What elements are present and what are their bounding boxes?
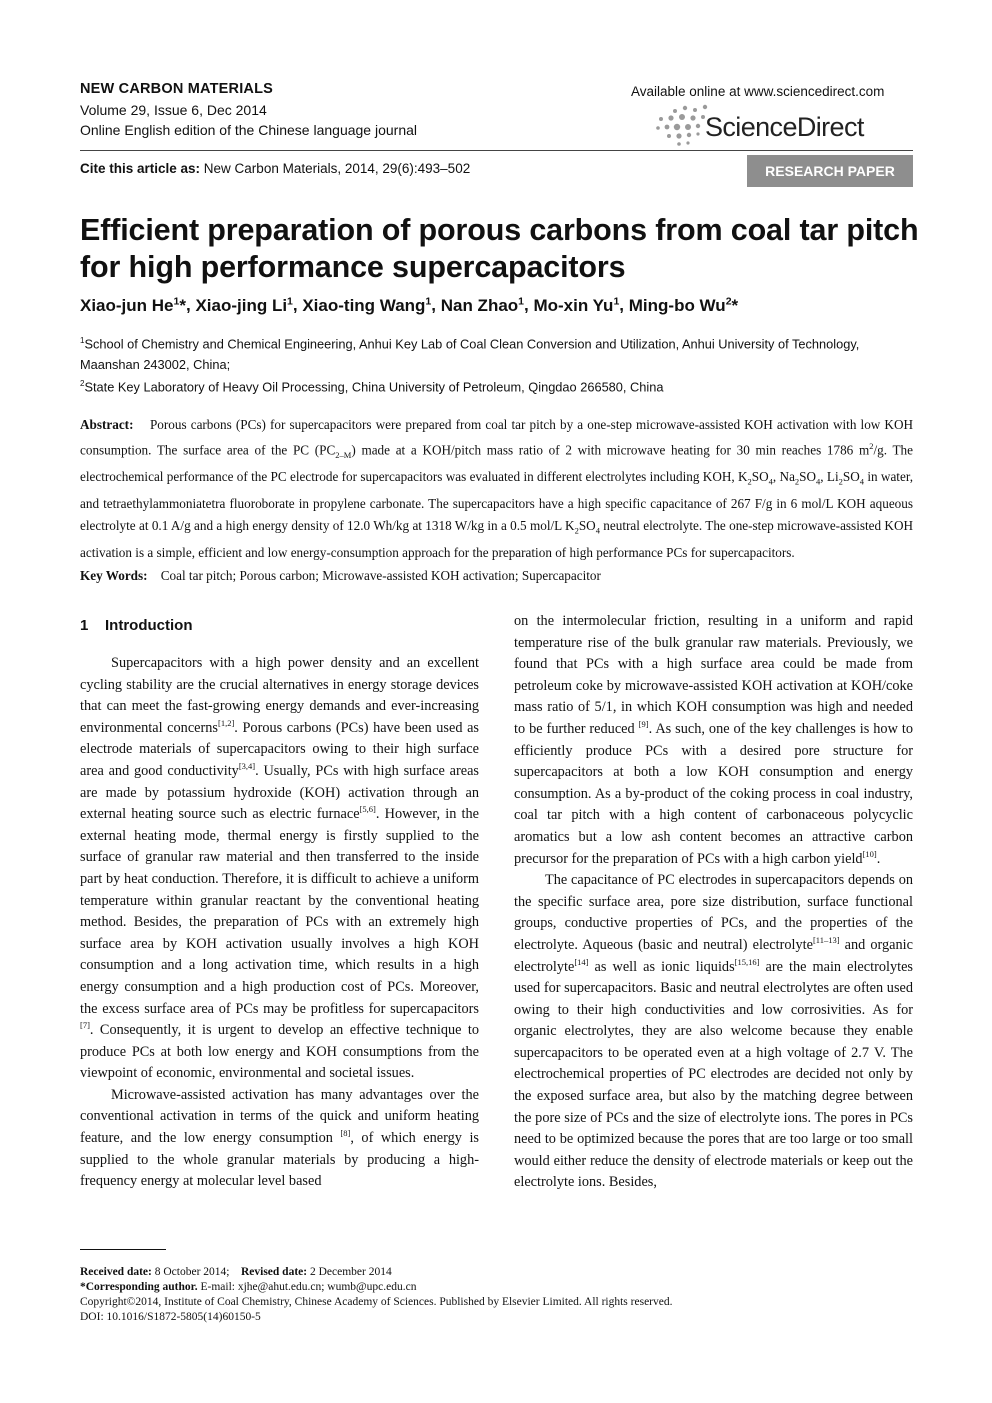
author-list: Xiao-jun He$^1$*, Xiao-jing Li$^1$, Xiao-ting Wang$^1$, Nan Zhao$^1$, Mo-xin Yu$^1$, Ming-bo Wu$^2$* bbox=[80, 295, 739, 315]
footnote-corresponding: *Corresponding author. E-mail: xjhe@ahut.edu.cn; wumb@upc.edu.cn bbox=[80, 1281, 417, 1293]
author: Xiao-jing Li$^1$ bbox=[195, 295, 293, 315]
author: Nan Zhao$^1$ bbox=[440, 295, 525, 315]
journal-edition: Online English edition of the Chinese language journal bbox=[80, 122, 418, 138]
abstract-label: Abstract: bbox=[80, 417, 134, 432]
keywords: Key Words: Coal tar pitch; Porous carbon; Microwave-assisted KOH activation; Supercapacitor bbox=[80, 568, 601, 583]
body-column-right bbox=[514, 611, 913, 1194]
body-column-left bbox=[80, 653, 479, 1193]
affiliation-1: $^1$School of Chemistry and Chemical Engineering, Anhui Key Lab of Coal Clean Conversion and Utilization, Anhui University of Technology, Maanshan 243002, China; bbox=[80, 336, 860, 373]
footnote-dates: Received date: 8 October 2014; Revised date: 2 December 2014 bbox=[80, 1266, 392, 1278]
paragraph: Microwave-assisted activation has many advantages over the conventional activation in terms of the quick and uniform heating feature, and the low energy consumption [8], of which energy is supplied to the whole granular materials by producing a high-frequency energy at molecular level based bbox=[80, 1086, 479, 1190]
paragraph: Supercapacitors with a high power density and an excellent cycling stability are the crucial alternatives in energy storage devices that can meet the fast-growing energy demands and ever-increasing environmental concerns[1,2]. Porous carbons (PCs) have been used as electrode materials of supercapacitors owing to their high surface area and good conductivity[3,4]. Usually, PCs with high surface areas are made by potassium hydroxide (KOH) activation through an external heating source such as electric furnace[5,6]. However, in the external heating mode, thermal energy is firstly supplied to the surface of granular raw material and then transferred to the inside part by heat conduction. Therefore, it is difficult to achieve a uniform temperature within granular reactant by the conventional heating method. Besides, the preparation of PCs with an extremely high surface area by KOH activation usually involves a high KOH consumption and a long activation time, which results in a high energy consumption and a high production cost of PCs. Moreover, the excess surface area of PCs may be profitless for supercapacitors [7]. Consequently, it is urgent to develop an effective technique to produce PCs at both low energy and KOH consumptions from the viewpoint of economic, environmental and societal issues. bbox=[80, 655, 479, 1082]
journal-volume: Volume 29, Issue 6, Dec 2014 bbox=[80, 102, 267, 118]
affiliation-2: $^2$State Key Laboratory of Heavy Oil Processing, China University of Petroleum, Qingdao 266580, China bbox=[80, 379, 664, 395]
citation-label: Cite this article as: bbox=[80, 161, 201, 176]
author: Ming-bo Wu$^2$* bbox=[628, 295, 739, 315]
abstract: Abstract: Porous carbons (PCs) for supercapacitors were prepared from coal tar pitch by a one-step microwave-assisted KOH activation with low KOH consumption. The surface area of the PC $(PC_{2-M})$ made at a KOH/pitch mass ratio of 2 with microwave heating for 30 min reaches 1786 $m^2/g$. The electrochemical performance of the PC electrode for supercapacitors was evaluated in different electrolytes including KOH, $K_2SO_4$, $Na_2SO_4$, $Li_2SO_4$ in water, and tetraethylammoniatetra fluoroborate in propylene carbonate. The supercapacitors have a high specific capacitance of 267 F/g in 6 mol/L KOH aqueous electrolyte at 0.1 A/g and a high energy density of 12.0 Wh/kg at 1318 W/kg in a 0.5 mol/L $K_2SO_4$ neutral electrolyte. The one-step microwave-assisted KOH activation is a simple, efficient and low energy-consumption approach for the preparation of high performance PCs for supercapacitors. bbox=[80, 417, 914, 561]
header-divider bbox=[80, 150, 913, 151]
article-title: Efficient preparation of porous carbons from coal tar pitch for high performance supercapacitors bbox=[80, 213, 919, 284]
citation-line bbox=[80, 161, 470, 176]
footnote-doi[interactable]: DOI: 10.1016/S1872-5805(14)60150-5 bbox=[80, 1311, 261, 1323]
section-heading: 1 Introduction bbox=[80, 617, 193, 634]
author: Xiao-ting Wang$^1$ bbox=[302, 295, 432, 315]
paragraph: on the intermolecular friction, resulting in a uniform and rapid temperature rise of the bulk granular raw materials. Previously, we found that PCs with a high surface area could be made from petroleum coke by microwave-assisted KOH activation at KOH/coke mass ratio of 5/1, in which KOH consumption was high and needed to be further reduced [9]. As such, one of the key challenges is how to efficiently produce PCs with a desired pore structure for supercapacitors at both a low KOH consumption and energy consumption. As a by-product of the coking process in coal industry, coal tar pitch with a high content of carbonaceous polycyclic aromatics but a low ash content becomes an attractive carbon precursor for the preparation of PCs with a high carbon yield[10]. bbox=[514, 613, 913, 867]
footnote-copyright: Copyright©2014, Institute of Coal Chemistry, Chinese Academy of Sciences. Published by Elsevier Limited. All rights reserved. bbox=[80, 1296, 673, 1308]
journal-name: NEW CARBON MATERIALS bbox=[80, 81, 274, 97]
author: Mo-xin Yu$^1$ bbox=[533, 295, 620, 315]
sciencedirect-logo-text: ScienceDirect bbox=[705, 112, 864, 142]
research-paper-badge: RESEARCH PAPER bbox=[747, 155, 913, 187]
keywords-label: Key Words: bbox=[80, 568, 148, 583]
author: Xiao-jun He$^1$* bbox=[80, 295, 186, 315]
citation-text: New Carbon Materials, 2014, 29(6):493–502 bbox=[200, 161, 471, 176]
paragraph: The capacitance of PC electrodes in supercapacitors depends on the specific surface area, pore size distribution, surface functional groups, conductive properties of PCs, and the properties of the electrolyte. Aqueous (basic and neutral) electrolyte[11–13] and organic electrolyte[14] as well as ionic liquids[15,16] are the main electrolytes used for supercapacitors. Basic and neutral electrolytes are often used owing to their high conductivities and low corrosivities. As for organic electrolytes, they are also welcome because they enable supercapacitors to be operated even at a high voltage of 2.7 V. The electrochemical properties of PC electrodes are decided not only by the exposed surface area, but also by the matching degree between the pore size of PCs and the size of electrolyte ions. The pores in PCs need to be optimized because the pores that are too large or too small would either reduce the density of electrode materials or keep out the electrolyte ions. Besides, bbox=[514, 872, 913, 1191]
footnote-divider bbox=[80, 1249, 166, 1250]
available-online-link[interactable]: Available online at www.sciencedirect.com bbox=[631, 84, 885, 99]
